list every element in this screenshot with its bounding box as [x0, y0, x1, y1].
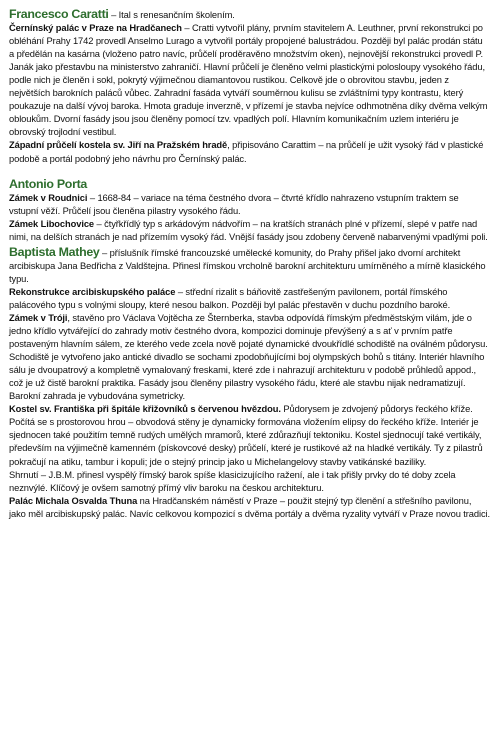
building-title: Palác Michala Osvalda Thuna: [9, 495, 138, 506]
building-title: Rekonstrukce arcibiskupského paláce: [9, 286, 176, 297]
summary-paragraph: [9, 469, 490, 495]
architect-heading: Francesco Caratti: [9, 7, 109, 21]
building-paragraph: [9, 192, 490, 218]
building-description: na Hradčanském náměstí v Praze – použit stejný typ členění a střešního pavilonu, jako měl arcibiskupský palác. Navíc celkovou kompozicí s dvěma portály a dvěma ryzality vytváří v Praze novou tradici.: [9, 495, 491, 519]
architect-intro-text: – Ital s renesančním školením.: [108, 10, 235, 20]
building-paragraph: [9, 286, 490, 312]
building-description: Půdorysem je zdvojený půdorys řeckého kříže. Počítá se s prostorovou hrou – obvodová stěny je dynamicky formována vložením elipsy do řeckého kříže. Interiér je sjednocen také použitím temně rudých umělých mramorů, které zdůrazňují tektoniku. Kostel sjednocují také vertikály, především na výjimečně kamenném (pískovcové desky) průčelí, které je rustikové až na hladké vertikály. Ty z pilastrů pokračují na atiku, tambur i kopuli; jde o stejný princip jako u Michelangelovy stavby vatikánské baziliky.: [9, 404, 483, 467]
architect-intro-text: – příslušník římské francouzské umělecké komunity, do Prahy přišel jako dvorní architekt arcibiskupa Jana Bedřicha z Valdštejna. Přinesl římskou vrcholně barokní architekturu umírněného a mírně klasického typu.: [9, 247, 486, 284]
building-description: – střední rizalit s báňovitě zastřešeným pavilonem, portál římského palácového typu s volnými sloupy, které nesou balkon. Později byl palác přestavěn v duchu pozdního baroké.: [9, 286, 451, 310]
building-description: , připisováno Carattim – na průčelí je užit vysoký řád v plastické podobě a portál podobný jeho návrhu pro Černínský palác.: [9, 140, 484, 164]
building-paragraph: [9, 495, 490, 521]
building-title: Západní průčelí kostela sv. Jiří na Pražském hradě: [9, 140, 228, 151]
building-description: – čtyřkřídlý typ s arkádovým nádvořím – na kratších stranách plné v přízemí, slepé v patře nad nimi, na delších stranách je nad přízemím vysoký řád. Vnější fasády jsou zdobeny červeně nabarvenými vpadlými poli.: [9, 218, 488, 242]
building-title: Zámek Libochovice: [9, 218, 95, 229]
building-title: Zámek v Tróji: [9, 312, 68, 323]
architect-heading: Antonio Porta: [9, 176, 88, 191]
summary-text: Shrnutí – J.B.M. přinesl vyspělý římský barok spíše klasicizujícího ražení, ale i tak přišly prvky do té doby zcela neznvýlé. Klíčový je ovšem samotný přímý vliv baroku na českou architekturu.: [9, 469, 456, 493]
building-paragraph: [9, 22, 490, 139]
building-paragraph: [9, 403, 490, 468]
building-title: Kostel sv. Františka při špitále křižovníků s červenou hvězdou.: [9, 404, 281, 415]
section-antonio-porta: [9, 176, 490, 244]
building-description: , stavěno pro Václava Vojtěcha ze Šternberka, stavba odpovídá římským předměstským vilám, jde o jedno křídlo vytvářející do zahrady motiv čestného dvora, kompozici dominuje převýšený a s ať v prvním patře postaveným hlavním sálem, ze kterého vede zcela nově pojaté dynamické dvoukřídlé schodiště na oválném půdorysu. Schodiště je vytvořeno jako antické divadlo se sochami zpodobňujícími boj olympských bohů s titány. Interiér hlavního sálu je dvoupatrový a kompletně vymalovaný freskami, které zde i nahrazují architekturu v podobě průhledů appod., což je už čistě barokní praktika. Fasády jsou členěny pilastry vysokého řádu, které ale stavbu nijak nedramatizují. Barokní zahrada je vybudována symetricky.: [9, 312, 488, 402]
section-intro: [9, 8, 490, 22]
architect-heading: Baptista Mathey: [9, 244, 100, 259]
building-description: – Cratti vytvořil plány, prvním stavitelem A. Leuthner, první rekonstrukci po obléhání Prahy 1742 provedl Anselmo Lurago a vytvořil portály propojené balustrádou. Později byl palác prodán státu a předělán na kasárna (vloženo patro navíc, průčelí proděravěno množstvím oken), nejnovější rekonstrukci provedl P. Janák jako přestavbu na ministerstvo zahraničí. Hlavní průčelí je členěno velmi plastickými polosloupy vysokého řádu, podle nich je členěn i sokl, pokrytý výjimečnou diamantovou rustikou. Celkově jde o obrovitou stavbu, jeden z největších barokních paláců vůbec. Zahradní fasáda vytváří souměrnou kulisu se zvláštními typy kontrastu, který poukazuje na další vývoj baroka. Hmota graduje inverzně, v přízemí je stavba nejvíce odhmotněna díky dvěma velkým obloukům. Dvorní fasády jsou jsou členěny pomocí tzv. vpadlých polí. Hlavním komunikačním uzlem interiéru je obrovský trojlodní vestibul.: [9, 23, 488, 138]
building-paragraph: [9, 139, 490, 165]
building-title: Černínský palác v Praze na Hradčanech: [9, 23, 182, 34]
section-baptista-mathey: [9, 246, 490, 521]
building-description: – 1668-84 – variace na téma čestného dvora – čtvrté křídlo nahrazeno vstupním traktem se vstupní věží. Průčelí jsou členěna pilastry vysokého řádu.: [9, 192, 459, 216]
section-intro: [9, 246, 490, 286]
building-title: Zámek v Roudnici: [9, 192, 88, 203]
building-paragraph: [9, 218, 490, 244]
section-francesco-caratti: [9, 8, 490, 166]
section-spacer: [9, 166, 490, 175]
building-paragraph: [9, 312, 490, 403]
